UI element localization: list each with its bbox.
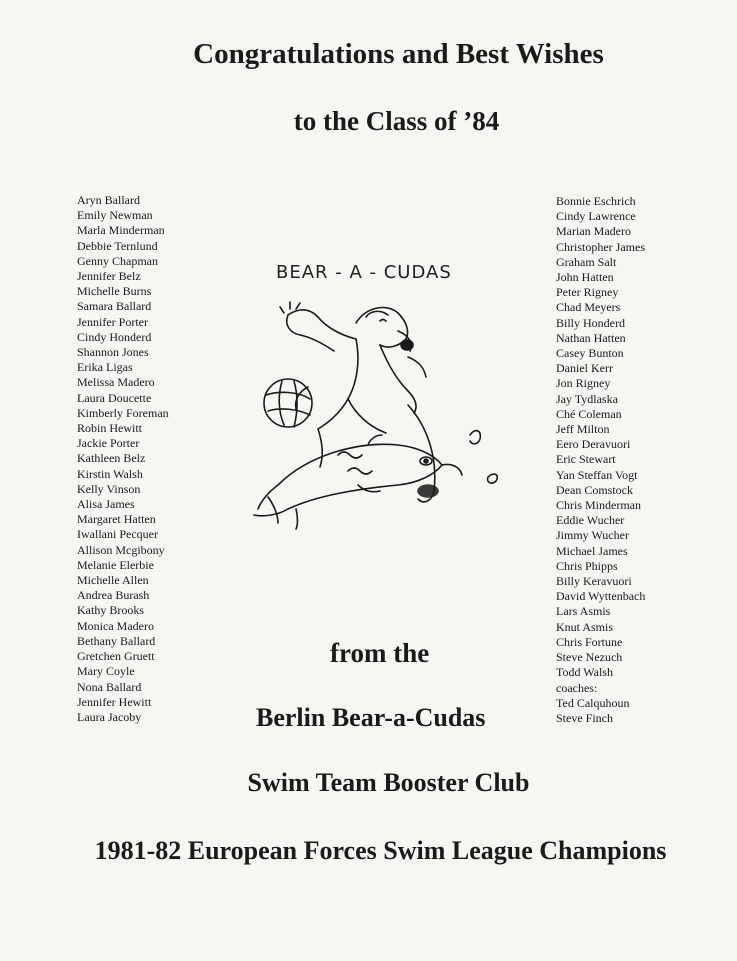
name-item: Andrea Burash [77, 588, 150, 603]
name-item: Knut Asmis [556, 619, 614, 634]
name-item: Gretchen Gruett [77, 649, 155, 664]
congratulations-heading: Congratulations and Best Wishes [193, 38, 604, 70]
name-item: coaches: [556, 680, 598, 695]
name-item: Allison Mcgibony [77, 542, 165, 557]
name-item: Marla Minderman [77, 223, 165, 238]
name-item: Graham Salt [556, 254, 617, 269]
name-item: Emily Newman [77, 208, 153, 223]
name-item: Casey Bunton [556, 346, 624, 361]
name-item: Steve Nezuch [556, 650, 623, 665]
name-item: Cindy Lawrence [556, 209, 636, 224]
name-item: Chris Phipps [556, 558, 618, 573]
name-item: Nona Ballard [77, 679, 142, 694]
name-item: Michelle Burns [77, 284, 152, 299]
name-item: Jeff Milton [556, 422, 610, 437]
name-item: Jon Rigney [556, 376, 611, 391]
name-item: Melanie Elerbie [77, 557, 154, 572]
name-item: Cindy Honderd [77, 329, 152, 344]
name-item: Steve Finch [556, 710, 613, 725]
name-item: Robin Hewitt [77, 421, 142, 436]
name-item: Debbie Ternlund [77, 238, 158, 253]
name-item: David Wyttenbach [556, 589, 646, 604]
champions-text: 1981-82 European Forces Swim League Champions [94, 836, 667, 865]
name-item: Melissa Madero [77, 375, 155, 390]
name-item: Erika Ligas [77, 360, 133, 375]
name-item: Christopher James [556, 239, 645, 254]
name-item: Billy Honderd [556, 315, 625, 330]
name-item: Jennifer Hewitt [77, 694, 152, 709]
club-name: Berlin Bear-a-Cudas [256, 703, 486, 732]
name-item: Peter Rigney [556, 285, 619, 300]
name-item: Laura Doucette [77, 390, 152, 405]
name-item: Yan Steffan Vogt [556, 467, 638, 482]
name-item: Genny Chapman [77, 253, 158, 268]
right-name-list [556, 194, 645, 726]
name-item: Kelly Vinson [77, 481, 141, 496]
name-item: Marian Madero [556, 224, 631, 239]
name-item: John Hatten [556, 270, 614, 285]
name-item: Eero Deravuori [556, 437, 631, 452]
name-item: Iwallani Pecquer [77, 527, 158, 542]
name-item: Ted Calquhoun [556, 695, 630, 710]
name-item: Bethany Ballard [77, 633, 156, 648]
name-item: Kirstin Walsh [77, 466, 143, 481]
name-item: Dean Comstock [556, 482, 633, 497]
name-item: Nathan Hatten [556, 330, 626, 345]
name-item: Eddie Wucher [556, 513, 625, 528]
name-item: Shannon Jones [77, 345, 149, 360]
name-item: Eric Stewart [556, 452, 616, 467]
name-item: Aryn Ballard [77, 193, 140, 207]
name-item: Monica Madero [77, 618, 154, 633]
name-item: Billy Keravuori [556, 574, 632, 589]
name-item: Bonnie Eschrich [556, 194, 636, 208]
name-item: Jay Tydlaska [556, 391, 618, 406]
name-item: Jennifer Belz [77, 269, 141, 284]
name-item: Chad Meyers [556, 300, 621, 315]
name-item: Chris Minderman [556, 498, 641, 513]
name-item: Chris Fortune [556, 634, 623, 649]
class-heading: to the Class of ’84 [293, 106, 500, 136]
mascot-title: BEAR - A - CUDAS [276, 262, 452, 283]
name-item: Ché Coleman [556, 406, 622, 421]
name-item: Mary Coyle [77, 664, 135, 679]
name-item: Margaret Hatten [77, 512, 156, 527]
name-item: Kathy Brooks [77, 603, 144, 618]
booster-club-text: Swim Team Booster Club [247, 768, 530, 797]
bear-mascot-drawing [248, 295, 508, 530]
name-item: Michelle Allen [77, 573, 149, 588]
name-item: Samara Ballard [77, 299, 152, 314]
name-item: Todd Walsh [556, 665, 613, 680]
name-item: Jennifer Porter [77, 314, 148, 329]
name-item: Jimmy Wucher [556, 528, 629, 543]
left-name-list [77, 193, 169, 725]
from-the-text: from the [330, 638, 430, 668]
name-item: Lars Asmis [556, 604, 611, 619]
name-item: Kathleen Belz [77, 451, 146, 466]
name-item: Alisa James [77, 497, 135, 512]
name-item: Michael James [556, 543, 628, 558]
name-item: Laura Jacoby [77, 709, 142, 724]
name-item: Kimberly Foreman [77, 405, 169, 420]
name-item: Daniel Kerr [556, 361, 613, 376]
name-item: Jackie Porter [77, 436, 140, 451]
